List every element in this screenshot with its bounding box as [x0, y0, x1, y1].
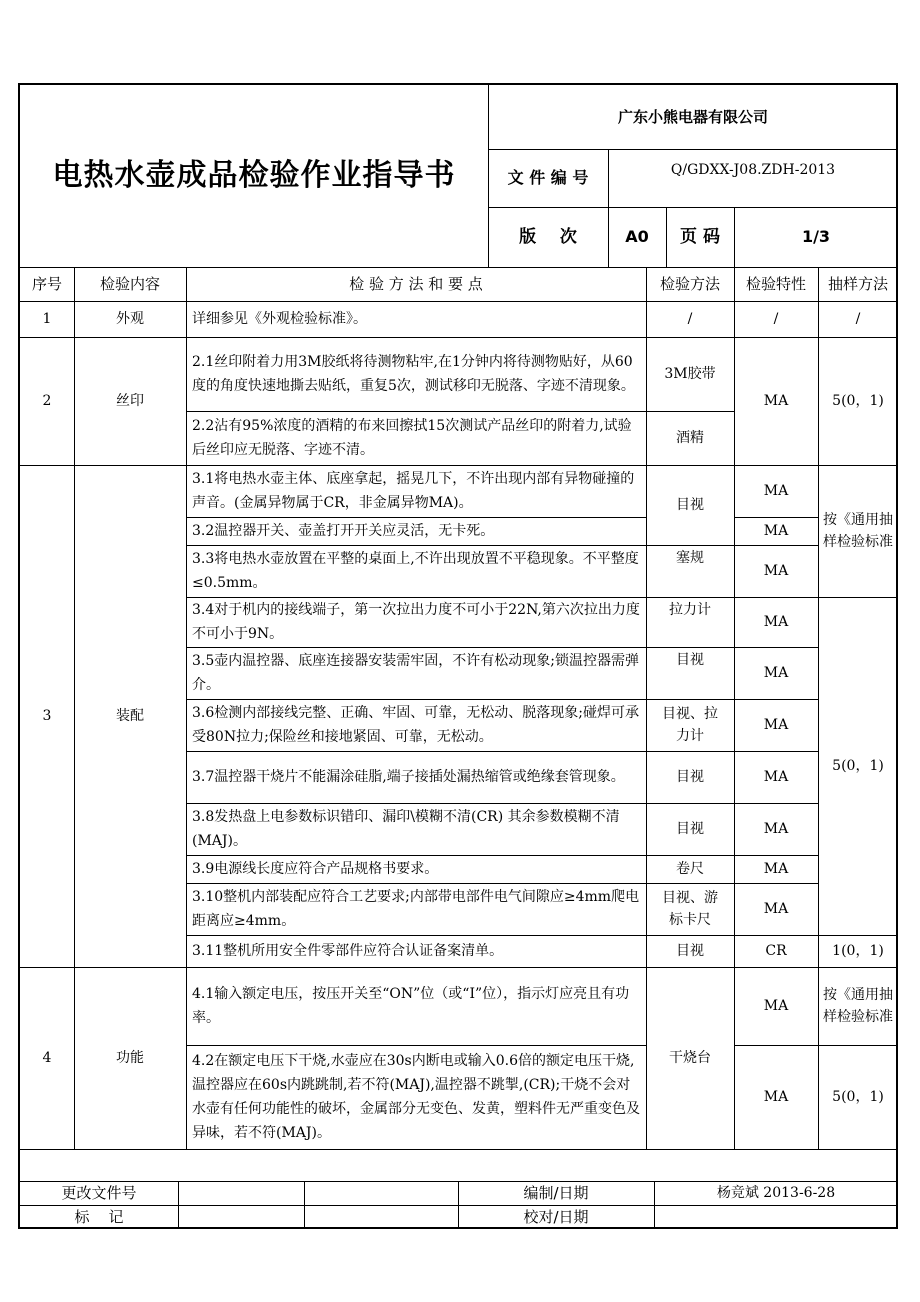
- version-value: A0: [625, 227, 649, 246]
- col-header-content: 检验内容: [99, 275, 160, 293]
- inspection-point: 详细参见《外观检验标准》。: [192, 311, 367, 327]
- section-content: 装配: [116, 708, 144, 724]
- section-content: 丝印: [116, 393, 144, 409]
- document-title: 电热水壶成品检验作业指导书: [52, 158, 456, 193]
- inspection-point: 3.1将电热水壶主体、底座拿起，摇晃几下，不许出现内部有异物碰撞的声音。(金属异物属于CR，非金属异物MA)。: [192, 471, 635, 511]
- inspection-point: 3.3将电热水壶放置在平整的桌面上,不许出现放置不平稳现象。不平整度≤0.5mm。: [192, 551, 639, 591]
- compile-value: 杨竞斌 2013-6-28: [716, 1185, 836, 1201]
- compile-label: 编制/日期: [523, 1184, 589, 1202]
- characteristic-cell: CR: [765, 943, 787, 959]
- mark-label: 标 记: [74, 1208, 124, 1226]
- inspection-point: 3.10整机内部装配应符合工艺要求;内部带电部件电气间隙应≥4mm爬电距离应≥4mm。: [192, 889, 640, 929]
- characteristic-cell: /: [773, 311, 779, 327]
- sampling-cell: 5(0，1): [832, 1089, 884, 1105]
- characteristic-cell: MA: [763, 393, 789, 409]
- characteristic-cell: MA: [763, 901, 789, 917]
- characteristic-cell: MA: [763, 1089, 789, 1105]
- version-label: 版 次: [519, 227, 577, 247]
- method-cell: 目视: [676, 497, 704, 513]
- characteristic-cell: MA: [763, 483, 789, 499]
- company-name: 广东小熊电器有限公司: [617, 108, 768, 126]
- characteristic-cell: MA: [763, 563, 789, 579]
- method-cell: 目视、游标卡尺: [662, 890, 718, 928]
- sampling-cell: 按《通用抽样检验标准: [823, 512, 893, 550]
- section-content: 功能: [116, 1050, 144, 1066]
- characteristic-cell: MA: [763, 769, 789, 785]
- section-no: 3: [42, 708, 52, 724]
- method-cell: 塞规: [676, 550, 704, 566]
- characteristic-cell: MA: [763, 821, 789, 837]
- characteristic-cell: MA: [763, 998, 789, 1014]
- inspection-point: 3.8发热盘上电参数标识错印、漏印\模糊不清(CR) 其余参数模糊不清(MAJ)。: [192, 809, 620, 849]
- col-header-sampling: 抽样方法: [827, 275, 888, 293]
- method-cell: 3M胶带: [664, 366, 716, 382]
- inspection-point: 4.2在额定电压下干烧,水壶应在30s内断电或输入0.6倍的额定电压干烧,温控器应在60s内跳跳制,若不符(MAJ),温控器不跳掣,(CR);干烧不会对水壶有任何功能性的破坏，金属部分无变色、发黄，塑料件无严重变色及异味，若不符(MAJ)。: [192, 1053, 640, 1141]
- method-cell: 拉力计: [669, 602, 711, 618]
- sampling-cell: 按《通用抽样检验标准: [823, 987, 893, 1025]
- sampling-cell: 5(0，1): [832, 758, 884, 774]
- inspection-point: 3.2温控器开关、壶盖打开开关应灵活，无卡死。: [192, 523, 495, 539]
- sampling-cell: 5(0，1): [832, 393, 884, 409]
- method-cell: 目视: [676, 821, 704, 837]
- method-cell: 目视: [676, 769, 704, 785]
- section-no: 2: [42, 393, 52, 409]
- check-label: 校对/日期: [523, 1208, 589, 1226]
- change-doc-label: 更改文件号: [61, 1184, 137, 1202]
- col-header-method: 检验方法: [659, 275, 720, 293]
- sampling-cell: /: [855, 311, 861, 327]
- page-label: 页 码: [680, 227, 720, 247]
- doc-number-label: 文 件 编 号: [507, 168, 589, 187]
- inspection-point: 4.1输入额定电压，按压开关至“ON”位（或“Ⅰ”位），指示灯应亮且有功率。: [192, 986, 630, 1026]
- method-cell: 目视: [676, 652, 704, 668]
- doc-number-value: Q/GDXX-J08.ZDH-2013: [670, 162, 836, 178]
- section-no: 4: [42, 1050, 52, 1066]
- method-cell: /: [687, 311, 693, 327]
- page-value: 1/3: [801, 227, 831, 246]
- document-sheet: [18, 83, 898, 1229]
- inspection-point: 3.7温控器干烧片不能漏涂硅脂,端子接插处漏热缩管或绝缘套管现象。: [192, 769, 625, 785]
- col-header-points: 检 验 方 法 和 要 点: [349, 275, 483, 293]
- characteristic-cell: MA: [763, 614, 789, 630]
- method-cell: 干烧台: [669, 1050, 711, 1066]
- inspection-point: 3.4对于机内的接线端子，第一次拉出力度不可小于22N,第六次拉出力度不可小于9N。: [192, 602, 640, 642]
- characteristic-cell: MA: [763, 523, 789, 539]
- inspection-point: 3.5壶内温控器、底座连接器安装需牢固，不许有松动现象;锁温控器需弹介。: [192, 653, 639, 693]
- characteristic-cell: MA: [763, 665, 789, 681]
- method-cell: 目视: [676, 943, 704, 959]
- inspection-point: 2.1丝印附着力用3M胶纸将待测物粘牢,在1分钟内将待测物贴好，从60度的角度快速地撕去贴纸，重复5次，测试移印无脱落、字迹不清现象。: [192, 354, 635, 394]
- method-cell: 卷尺: [676, 861, 704, 877]
- inspection-point: 3.11整机所用安全件零部件应符合认证备案清单。: [192, 943, 504, 959]
- characteristic-cell: MA: [763, 717, 789, 733]
- method-cell: 酒精: [676, 430, 704, 446]
- inspection-point: 3.9电源线长度应符合产品规格书要求。: [192, 861, 439, 877]
- inspection-point: 3.6检测内部接线完整、正确、牢固、可靠，无松动、脱落现象;碰焊可承受80N拉力;保险丝和接地紧固、可靠，无松动。: [192, 705, 639, 745]
- characteristic-cell: MA: [763, 861, 789, 877]
- col-header-characteristic: 检验特性: [745, 275, 806, 293]
- section-content: 外观: [116, 311, 144, 327]
- method-cell: 目视、拉力计: [662, 706, 718, 744]
- section-no: 1: [42, 311, 52, 327]
- col-header-no: 序号: [31, 275, 62, 293]
- sampling-cell: 1(0，1): [832, 943, 884, 959]
- inspection-point: 2.2沾有95%浓度的酒精的布来回擦拭15次测试产品丝印的附着力,试验后丝印应无脱落、字迹不清。: [192, 418, 632, 458]
